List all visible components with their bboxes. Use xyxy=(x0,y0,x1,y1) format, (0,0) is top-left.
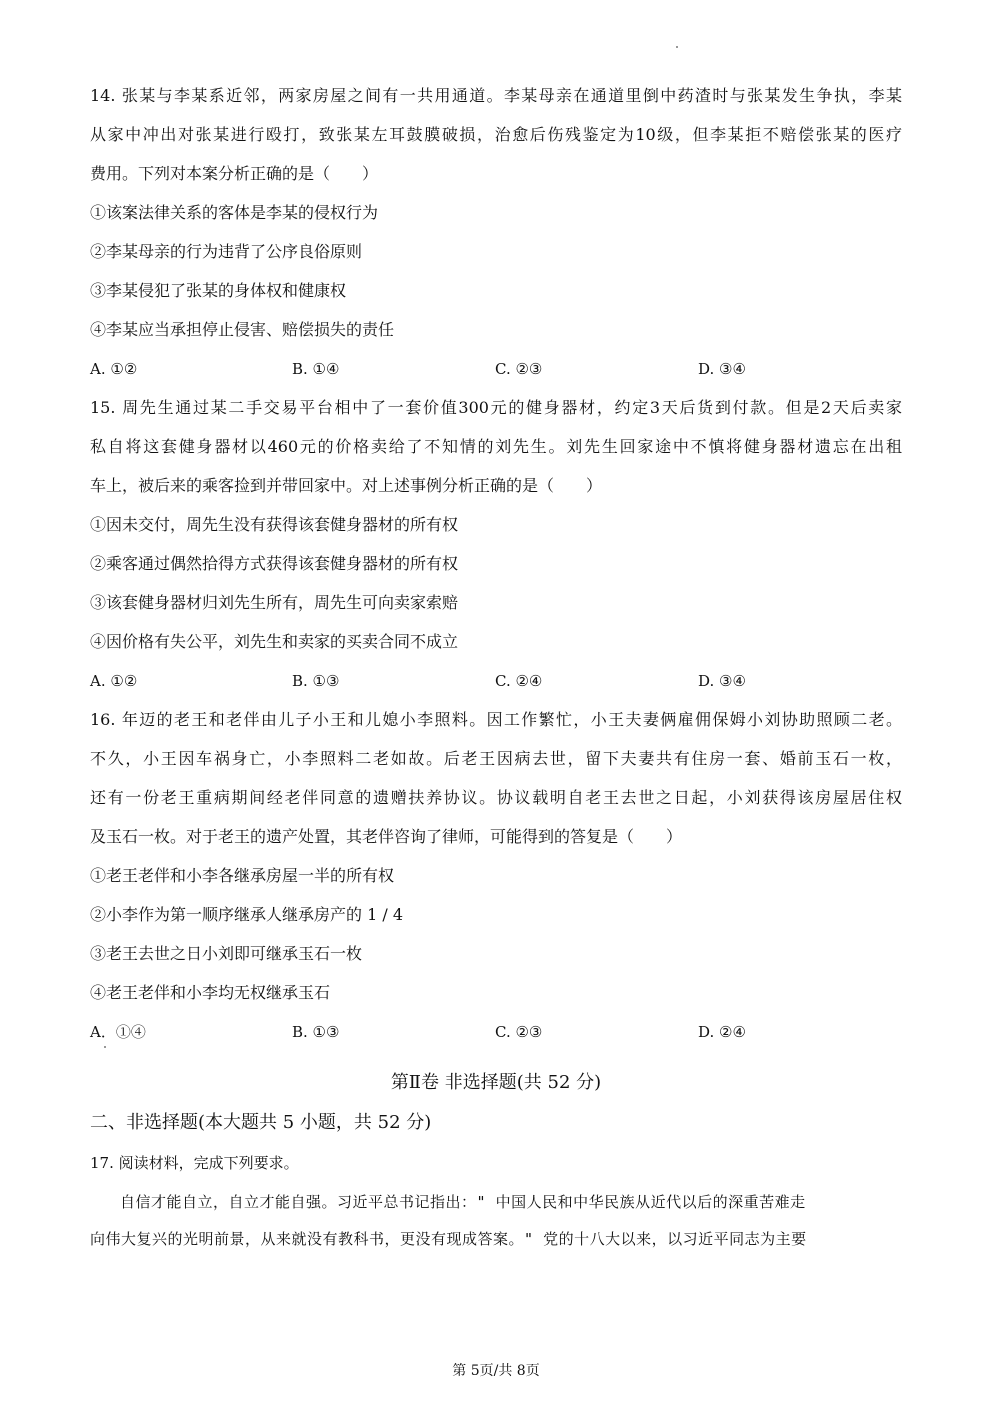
question-text-line: 还有一份老王重病期间经老伴同意的遗赠扶养协议。协议载明自老王去世之日起，小刘获得该房屋居住权 xyxy=(90,788,902,807)
material-line: 向伟大复兴的光明前景，从来就没有教科书，更没有现成答案。" 党的十八大以来，以习近平同志为主要 xyxy=(90,1230,807,1248)
scan-speck xyxy=(676,46,678,48)
question-text-line: 从家中冲出对张某进行殴打，致张某左耳鼓膜破损，治愈后伤残鉴定为10级，但李某拒不赔偿张某的医疗 xyxy=(90,125,902,144)
question-text-line: 私自将这套健身器材以460元的价格卖给了不知情的刘先生。刘先生回家途中不慎将健身器材遗忘在出租 xyxy=(90,437,902,456)
statement-4: ④李某应当承担停止侵害、赔偿损失的责任 xyxy=(90,320,395,339)
question-text-line: 15. 周先生通过某二手交易平台相中了一套价值300元的健身器材，约定3天后货到付款。但是2天后卖家 xyxy=(90,398,902,417)
statement-2: ②小李作为第一顺序继承人继承房产的 1 / 4 xyxy=(90,905,404,924)
question-text-line: 车上，被后来的乘客捡到并带回家中。对上述事例分析正确的是（ ） xyxy=(90,476,603,495)
section-title: 第Ⅱ卷 非选择题(共 52 分) xyxy=(390,1072,602,1093)
option-c: C. ②③ xyxy=(495,1023,543,1041)
statement-1: ①老王老伴和小李各继承房屋一半的所有权 xyxy=(90,866,395,885)
page-number: 第 5页/共 8页 xyxy=(452,1363,540,1379)
question-text-line: 14. 张某与李某系近邻，两家房屋之间有一共用通道。李某母亲在通道里倒中药渣时与张某发生争执，李某 xyxy=(90,86,902,105)
statement-4: ④老王老伴和小李均无权继承玉石 xyxy=(90,983,331,1002)
option-b: B. ①③ xyxy=(292,672,340,690)
scan-speck xyxy=(104,1046,106,1048)
option-d: D. ③④ xyxy=(698,360,746,378)
option-a: A．①④ xyxy=(90,1023,146,1041)
question-text-line: 及玉石一枚。对于老王的遗产处置，其老伴咨询了律师，可能得到的答复是（ ） xyxy=(90,827,683,846)
question-text-line: 不久，小王因车祸身亡，小李照料二老如故。后老王因病去世，留下夫妻共有住房一套、婚前玉石一枚， xyxy=(90,749,902,768)
statement-2: ②乘客通过偶然拾得方式获得该套健身器材的所有权 xyxy=(90,554,459,573)
statement-4: ④因价格有失公平，刘先生和卖家的买卖合同不成立 xyxy=(90,632,459,651)
statement-3: ③李某侵犯了张某的身体权和健康权 xyxy=(90,281,347,300)
statement-3: ③该套健身器材归刘先生所有，周先生可向卖家索赔 xyxy=(90,593,459,612)
option-c: C. ②④ xyxy=(495,672,543,690)
option-a: A. ①② xyxy=(90,672,138,690)
question-text-line: 16. 年迈的老王和老伴由儿子小王和儿媳小李照料。因工作繁忙，小王夫妻俩雇佣保姆小刘协助照顾二老。 xyxy=(90,710,902,729)
material-line: 自信才能自立，自立才能自强。习近平总书记指出：" 中国人民和中华民族从近代以后的深重苦难走 xyxy=(120,1193,806,1211)
question-text-line: 费用。下列对本案分析正确的是（ ） xyxy=(90,164,379,183)
option-c: C. ②③ xyxy=(495,360,543,378)
option-d: D. ②④ xyxy=(698,1023,746,1041)
option-a: A. ①② xyxy=(90,360,138,378)
statement-3: ③老王去世之日小刘即可继承玉石一枚 xyxy=(90,944,363,963)
part-title: 二、非选择题(本大题共 5 小题，共 52 分) xyxy=(90,1112,432,1133)
option-d: D. ③④ xyxy=(698,672,746,690)
question-prompt: 17. 阅读材料，完成下列要求。 xyxy=(90,1154,299,1172)
statement-1: ①因未交付，周先生没有获得该套健身器材的所有权 xyxy=(90,515,459,534)
statement-2: ②李某母亲的行为违背了公序良俗原则 xyxy=(90,242,363,261)
statement-1: ①该案法律关系的客体是李某的侵权行为 xyxy=(90,203,379,222)
option-b: B. ①④ xyxy=(292,360,340,378)
option-b: B. ①③ xyxy=(292,1023,340,1041)
